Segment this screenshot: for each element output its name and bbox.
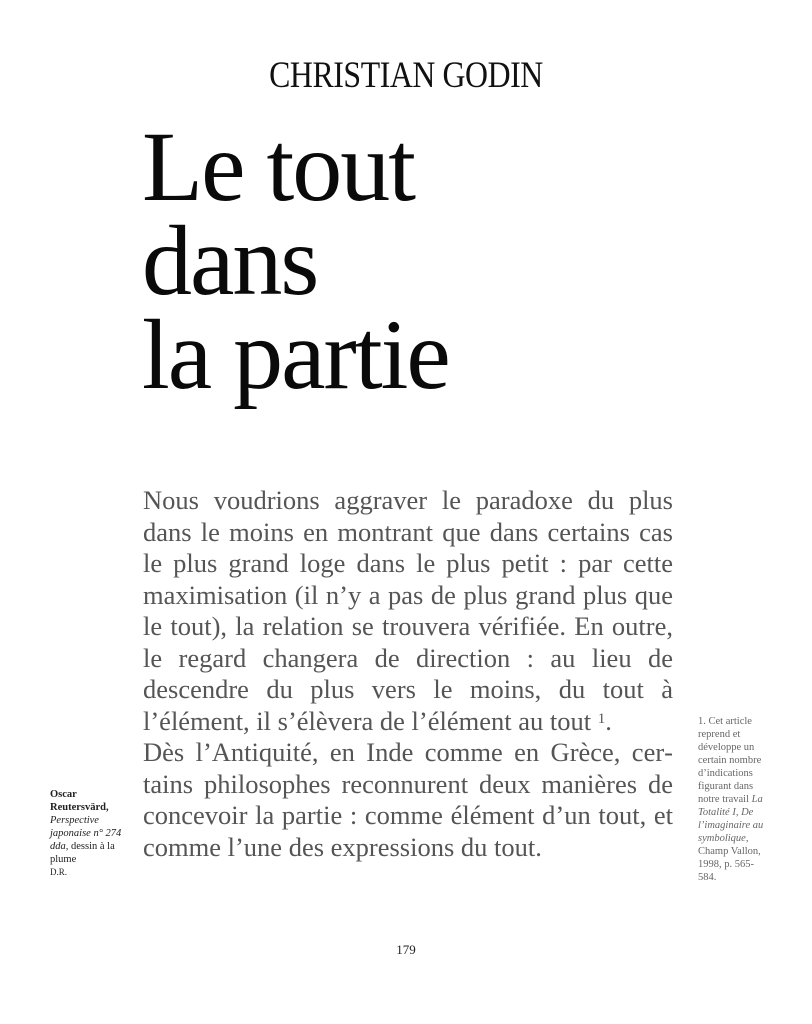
author-name: CHRISTIAN GODIN bbox=[269, 55, 543, 96]
caption-artist: Oscar Reutersvärd, bbox=[50, 789, 109, 813]
title-line-2: dans bbox=[142, 205, 318, 316]
body-paragraph-2: Dès l’Antiquité, en Inde comme en Grèce, certains philosophes reconnurent deux manières de concevoir la partie : comme élément d’un tout, et comme l’une des expressions du tout. bbox=[143, 737, 673, 862]
title-line-3: la partie bbox=[142, 299, 449, 410]
footnote-text-before: 1. Cet article reprend et développe un certain nombre d’indications figurant dans notre travail bbox=[698, 716, 762, 805]
caption-medium: dessin à la plume bbox=[50, 841, 115, 865]
body-paragraph-1: Nous voudrions aggraver le paradoxe du plus dans le moins en montrant que dans certains cas le plus grand loge dans le plus petit : par cette maximisation (il n’y a pas de plus grand plus que le tout), la relation se trouvera vérifiée. En outre, le regard changera de direction : au lieu de descendre du plus vers le moins, du tout à l’élément, il s’élèvera de l’élément au tout $^1$. bbox=[143, 485, 673, 736]
image-caption bbox=[50, 788, 130, 879]
title-line-1: Le tout bbox=[142, 111, 415, 222]
caption-work: Perspective japonaise n° 274 dda, bbox=[50, 815, 122, 852]
article-title bbox=[142, 111, 449, 410]
caption-credit: D.R. bbox=[50, 867, 68, 877]
footnote-ref-1[interactable]: 1 bbox=[597, 710, 606, 727]
footnote-text-after: , Champ Vallon, 1998, p. 565-584. bbox=[698, 833, 761, 883]
body-paragraph-1-text: Nous voudrions aggraver le paradoxe du plus dans le moins en montrant que dans certains cas le plus grand loge dans le plus petit : par cette maximisation (il n’y a pas de plus grand plus que le tout), la relation se trouvera vérifiée. En outre, le regard changera de direction : au lieu de descendre du plus vers le moins, du tout à l’élément, il s’élèvera de l’élément au tout bbox=[143, 485, 673, 736]
footnote bbox=[698, 715, 764, 884]
footnote-book-title: La Totalité I, De l’imaginaire au symbolique bbox=[698, 794, 764, 844]
body-text bbox=[143, 485, 673, 863]
page-number: 179 bbox=[396, 942, 416, 957]
